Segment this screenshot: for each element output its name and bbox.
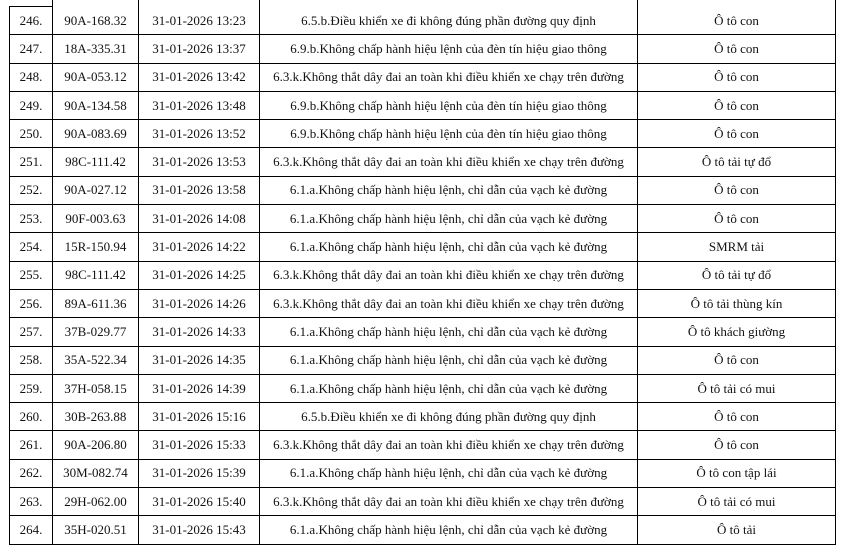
row-number: 261. — [10, 431, 53, 459]
row-number: 253. — [10, 205, 53, 233]
license-plate: 37B-029.77 — [53, 318, 139, 346]
violation-description: 6.1.a.Không chấp hành hiệu lệnh, chỉ dẫn của vạch kẻ đường — [260, 233, 638, 261]
violation-time: 31-01-2026 14:08 — [139, 205, 260, 233]
violation-time: 31-01-2026 13:37 — [139, 35, 260, 63]
violations-table-container — [9, 6, 836, 545]
violation-description: 6.1.a.Không chấp hành hiệu lệnh, chỉ dẫn của vạch kẻ đường — [260, 346, 638, 374]
license-plate: 98C-111.42 — [53, 261, 139, 289]
violation-time: 31-01-2026 15:33 — [139, 431, 260, 459]
license-plate: 30B-263.88 — [53, 403, 139, 431]
table-row — [10, 148, 836, 176]
table-row — [10, 63, 836, 91]
table-row — [10, 318, 836, 346]
violations-table — [9, 6, 836, 545]
table-row — [10, 7, 836, 35]
license-plate: 89A-611.36 — [53, 289, 139, 317]
vehicle-type: Ô tô tải thùng kín — [638, 289, 836, 317]
table-row — [10, 403, 836, 431]
table-row — [10, 261, 836, 289]
license-plate: 90A-083.69 — [53, 120, 139, 148]
violation-description: 6.1.a.Không chấp hành hiệu lệnh, chỉ dẫn của vạch kẻ đường — [260, 459, 638, 487]
vehicle-type: Ô tô con — [638, 35, 836, 63]
license-plate: 18A-335.31 — [53, 35, 139, 63]
violations-table-body — [10, 7, 836, 545]
violation-description: 6.3.k.Không thắt dây đai an toàn khi điều khiển xe chạy trên đường — [260, 63, 638, 91]
vehicle-type: Ô tô khách giường — [638, 318, 836, 346]
license-plate: 90A-134.58 — [53, 91, 139, 119]
violation-description: 6.9.b.Không chấp hành hiệu lệnh của đèn tín hiệu giao thông — [260, 91, 638, 119]
row-number: 246. — [10, 7, 53, 35]
table-row — [10, 205, 836, 233]
license-plate: 37H-058.15 — [53, 374, 139, 402]
license-plate: 90F-003.63 — [53, 205, 139, 233]
violation-description: 6.9.b.Không chấp hành hiệu lệnh của đèn tín hiệu giao thông — [260, 120, 638, 148]
license-plate: 30M-082.74 — [53, 459, 139, 487]
row-number: 257. — [10, 318, 53, 346]
row-number: 256. — [10, 289, 53, 317]
violation-description: 6.3.k.Không thắt dây đai an toàn khi điều khiển xe chạy trên đường — [260, 488, 638, 516]
vehicle-type: Ô tô con — [638, 176, 836, 204]
violation-time: 31-01-2026 15:43 — [139, 516, 260, 544]
row-number: 258. — [10, 346, 53, 374]
violation-description: 6.1.a.Không chấp hành hiệu lệnh, chỉ dẫn của vạch kẻ đường — [260, 516, 638, 544]
violation-time: 31-01-2026 13:58 — [139, 176, 260, 204]
vehicle-type: Ô tô con tập lái — [638, 459, 836, 487]
violation-description: 6.9.b.Không chấp hành hiệu lệnh của đèn tín hiệu giao thông — [260, 35, 638, 63]
license-plate: 90A-053.12 — [53, 63, 139, 91]
violation-time: 31-01-2026 14:22 — [139, 233, 260, 261]
vehicle-type: Ô tô tải có mui — [638, 374, 836, 402]
row-number: 247. — [10, 35, 53, 63]
violation-description: 6.5.b.Điều khiển xe đi không đúng phần đường quy định — [260, 7, 638, 35]
violation-time: 31-01-2026 15:39 — [139, 459, 260, 487]
row-number: 252. — [10, 176, 53, 204]
vehicle-type: Ô tô con — [638, 403, 836, 431]
violation-time: 31-01-2026 13:42 — [139, 63, 260, 91]
row-number: 250. — [10, 120, 53, 148]
violation-description: 6.1.a.Không chấp hành hiệu lệnh, chỉ dẫn của vạch kẻ đường — [260, 318, 638, 346]
violation-time: 31-01-2026 15:40 — [139, 488, 260, 516]
table-row — [10, 289, 836, 317]
vehicle-type: Ô tô con — [638, 91, 836, 119]
violation-description: 6.1.a.Không chấp hành hiệu lệnh, chỉ dẫn của vạch kẻ đường — [260, 205, 638, 233]
vehicle-type: Ô tô con — [638, 120, 836, 148]
violation-description: 6.3.k.Không thắt dây đai an toàn khi điều khiển xe chạy trên đường — [260, 289, 638, 317]
row-number: 264. — [10, 516, 53, 544]
row-number: 263. — [10, 488, 53, 516]
violation-description: 6.3.k.Không thắt dây đai an toàn khi điều khiển xe chạy trên đường — [260, 431, 638, 459]
row-number: 262. — [10, 459, 53, 487]
row-number: 251. — [10, 148, 53, 176]
violation-time: 31-01-2026 14:39 — [139, 374, 260, 402]
table-row — [10, 431, 836, 459]
table-row — [10, 233, 836, 261]
license-plate: 90A-027.12 — [53, 176, 139, 204]
table-row — [10, 176, 836, 204]
violation-time: 31-01-2026 14:33 — [139, 318, 260, 346]
violation-time: 31-01-2026 13:23 — [139, 7, 260, 35]
license-plate: 35A-522.34 — [53, 346, 139, 374]
row-number: 255. — [10, 261, 53, 289]
vehicle-type: SMRM tải — [638, 233, 836, 261]
violation-time: 31-01-2026 14:25 — [139, 261, 260, 289]
vehicle-type: Ô tô tải có mui — [638, 488, 836, 516]
license-plate: 90A-168.32 — [53, 7, 139, 35]
row-number: 248. — [10, 63, 53, 91]
table-row — [10, 516, 836, 544]
license-plate: 35H-020.51 — [53, 516, 139, 544]
vehicle-type: Ô tô con — [638, 63, 836, 91]
violation-time: 31-01-2026 13:48 — [139, 91, 260, 119]
violation-time: 31-01-2026 13:52 — [139, 120, 260, 148]
license-plate: 29H-062.00 — [53, 488, 139, 516]
table-row — [10, 374, 836, 402]
violation-time: 31-01-2026 14:35 — [139, 346, 260, 374]
vehicle-type: Ô tô con — [638, 431, 836, 459]
vehicle-type: Ô tô tải tự đổ — [638, 148, 836, 176]
row-number: 259. — [10, 374, 53, 402]
violation-description: 6.1.a.Không chấp hành hiệu lệnh, chỉ dẫn của vạch kẻ đường — [260, 374, 638, 402]
license-plate: 15R-150.94 — [53, 233, 139, 261]
violation-time: 31-01-2026 14:26 — [139, 289, 260, 317]
row-number: 254. — [10, 233, 53, 261]
vehicle-type: Ô tô tải tự đổ — [638, 261, 836, 289]
table-row — [10, 346, 836, 374]
table-row — [10, 120, 836, 148]
vehicle-type: Ô tô con — [638, 205, 836, 233]
violation-description: 6.3.k.Không thắt dây đai an toàn khi điều khiển xe chạy trên đường — [260, 261, 638, 289]
violation-description: 6.1.a.Không chấp hành hiệu lệnh, chỉ dẫn của vạch kẻ đường — [260, 176, 638, 204]
license-plate: 90A-206.80 — [53, 431, 139, 459]
vehicle-type: Ô tô con — [638, 346, 836, 374]
violation-description: 6.3.k.Không thắt dây đai an toàn khi điều khiển xe chạy trên đường — [260, 148, 638, 176]
row-number: 260. — [10, 403, 53, 431]
violation-time: 31-01-2026 15:16 — [139, 403, 260, 431]
violation-description: 6.5.b.Điều khiển xe đi không đúng phần đường quy định — [260, 403, 638, 431]
table-row — [10, 488, 836, 516]
row-number: 249. — [10, 91, 53, 119]
table-row — [10, 35, 836, 63]
table-row — [10, 91, 836, 119]
violation-time: 31-01-2026 13:53 — [139, 148, 260, 176]
vehicle-type: Ô tô con — [638, 7, 836, 35]
license-plate: 98C-111.42 — [53, 148, 139, 176]
vehicle-type: Ô tô tải — [638, 516, 836, 544]
table-row — [10, 459, 836, 487]
